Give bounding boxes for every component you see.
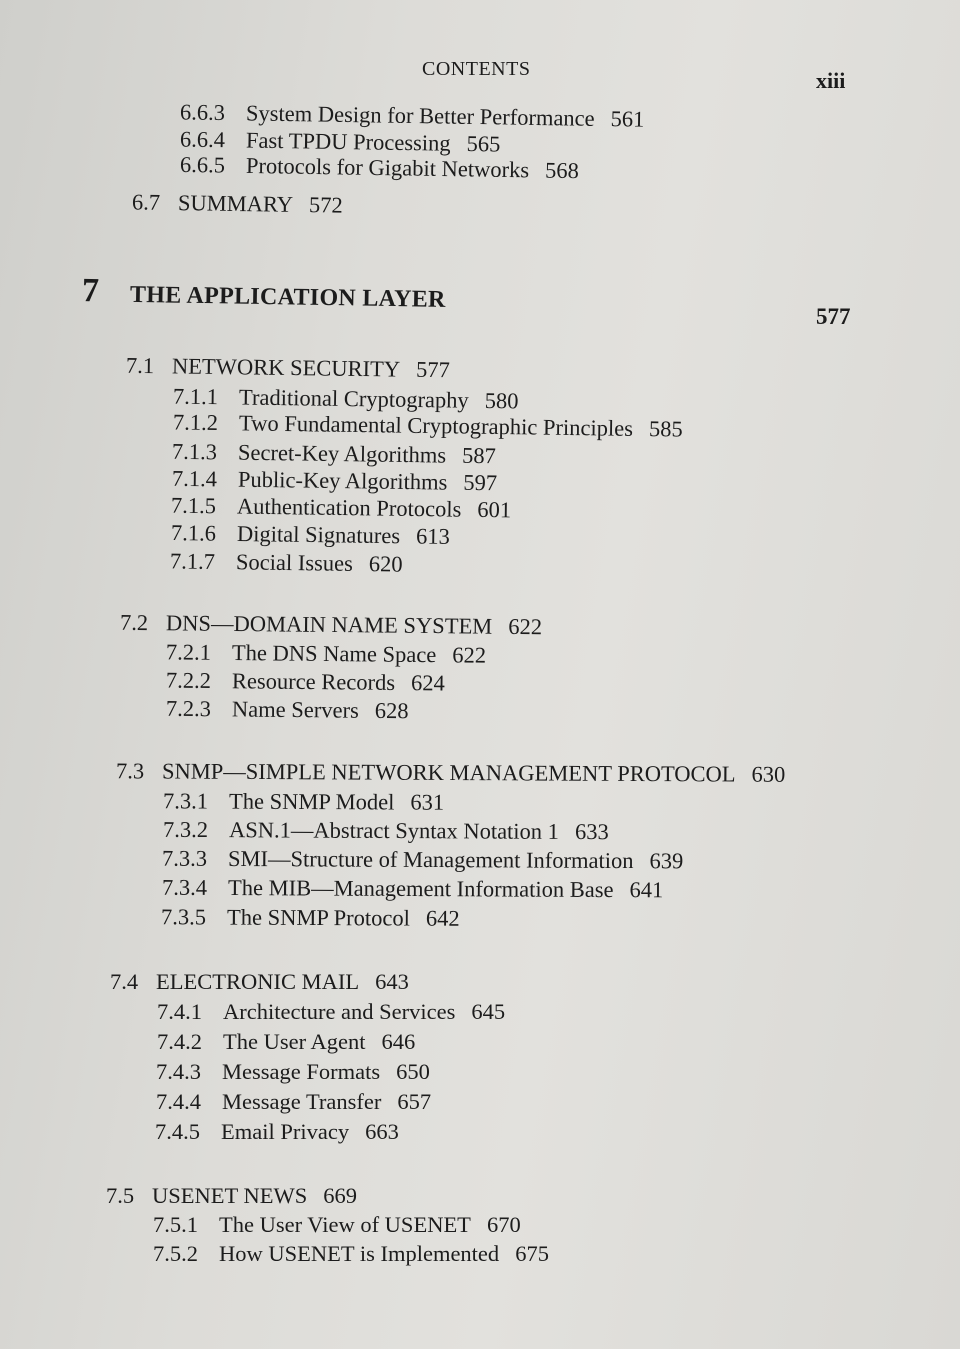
subsection-number: 7.2.2 (165, 667, 212, 694)
subsection-title: System Design for Better Performance (245, 100, 595, 131)
subsection-number: 7.3.2 (162, 816, 209, 843)
subsection-page: 565 (466, 130, 501, 157)
subsection-page: 675 (515, 1241, 549, 1266)
subsection-page: 633 (574, 818, 609, 845)
subsection-title: How USENET is Implemented (219, 1241, 500, 1266)
subsection-number: 7.3.3 (161, 845, 208, 871)
subsection-number: 7.1.7 (169, 548, 216, 575)
section-title: ELECTRONIC MAIL (156, 969, 360, 994)
subsection-title: Fast TPDU Processing (245, 127, 451, 156)
subsection-number: 6.6.5 (179, 151, 226, 178)
subsection-number: 7.1.6 (170, 520, 217, 546)
subsection-number: 7.4.3 (156, 1059, 201, 1084)
toc-subsection (153, 1241, 549, 1267)
toc-section (120, 610, 542, 640)
subsection-page: 587 (461, 442, 497, 469)
subsection-number: 7.1.2 (172, 409, 219, 436)
section-title: SUMMARY (177, 190, 294, 217)
subsection-title: Message Transfer (222, 1089, 382, 1114)
subsection-title: The User View of USENET (219, 1212, 471, 1237)
toc-subsection (163, 817, 609, 845)
subsection-page: 646 (381, 1029, 416, 1054)
toc-subsection (157, 999, 505, 1025)
subsection-title: Digital Signatures (236, 520, 401, 549)
subsection-page: 639 (649, 848, 684, 874)
toc-subsection (173, 409, 683, 442)
toc-section (116, 758, 785, 788)
chapter-page: 577 (816, 304, 851, 329)
section-number: 7.3 (115, 758, 145, 784)
toc-subsection (157, 1029, 415, 1055)
subsection-number: 7.2.1 (165, 639, 212, 665)
subsection-title: Traditional Cryptography (238, 384, 469, 413)
section-page: 577 (415, 356, 451, 383)
subsection-title: Authentication Protocols (236, 493, 462, 522)
subsection-title: ASN.1—Abstract Syntax Notation 1 (228, 817, 560, 844)
subsection-number: 7.3.5 (160, 904, 207, 930)
subsection-number: 7.1.4 (171, 465, 218, 492)
subsection-title: The SNMP Model (228, 788, 395, 815)
subsection-title: The User Agent (223, 1029, 366, 1054)
subsection-title: Message Formats (222, 1059, 381, 1084)
running-head: CONTENTS (422, 58, 531, 80)
toc-subsection (171, 520, 450, 550)
toc-section (132, 189, 343, 218)
toc-subsection (153, 1212, 521, 1238)
subsection-number: 7.2.3 (165, 695, 212, 722)
subsection-title: The SNMP Protocol (226, 904, 411, 931)
toc-subsection (172, 466, 497, 497)
toc-subsection (156, 1059, 430, 1085)
subsection-page: 601 (477, 496, 512, 523)
toc-subsection (171, 493, 511, 524)
chapter-heading (82, 272, 446, 316)
section-title: SNMP—SIMPLE NETWORK MANAGEMENT PROTOCOL (161, 758, 736, 787)
toc-subsection (162, 875, 663, 904)
subsection-title: Two Fundamental Cryptographic Principles (238, 410, 634, 441)
subsection-number: 7.5.1 (153, 1212, 198, 1237)
subsection-page: 670 (486, 1212, 521, 1237)
section-number: 7.4 (110, 969, 139, 994)
section-title: DNS—DOMAIN NAME SYSTEM (165, 610, 493, 639)
subsection-number: 7.1.5 (170, 492, 217, 519)
toc-subsection (170, 548, 403, 577)
subsection-number: 7.4.2 (157, 1029, 202, 1054)
toc-subsection (166, 639, 486, 668)
subsection-page: 624 (410, 670, 445, 696)
subsection-page: 631 (410, 789, 445, 815)
subsection-number: 7.4.4 (156, 1089, 201, 1114)
toc-section (110, 969, 409, 995)
subsection-title: The MIB—Management Information Base (227, 875, 614, 903)
subsection-page: 613 (415, 523, 451, 549)
toc-subsection (172, 439, 496, 470)
section-title: USENET NEWS (152, 1183, 308, 1208)
subsection-title: Protocols for Gigabit Networks (245, 152, 530, 183)
toc-subsection (180, 152, 579, 184)
toc-subsection (156, 1089, 431, 1115)
subsection-page: 561 (610, 106, 645, 132)
subsection-page: 597 (463, 469, 498, 496)
toc-section (106, 1183, 357, 1209)
subsection-number: 7.3.1 (162, 788, 209, 814)
subsection-page: 657 (397, 1089, 432, 1114)
subsection-number: 6.6.3 (179, 99, 226, 126)
subsection-page: 641 (629, 877, 664, 903)
subsection-page: 663 (365, 1119, 399, 1144)
subsection-number: 7.1.1 (172, 383, 219, 410)
section-number: 7.5 (106, 1183, 135, 1208)
section-page: 630 (751, 761, 786, 787)
section-page: 572 (308, 192, 343, 218)
toc-subsection (162, 846, 683, 875)
toc-subsection (166, 668, 445, 697)
subsection-number: 7.4.1 (157, 999, 202, 1024)
subsection-page: 568 (544, 157, 580, 184)
subsection-number: 6.6.4 (179, 126, 226, 153)
chapter-title: THE APPLICATION LAYER (129, 281, 446, 313)
subsection-number: 7.1.3 (171, 438, 218, 465)
subsection-page: 628 (374, 697, 409, 724)
toc-subsection (163, 788, 444, 815)
subsection-title: Secret-Key Algorithms (237, 439, 447, 468)
subsection-page: 642 (425, 905, 460, 931)
toc-subsection (166, 696, 409, 725)
subsection-number: 7.3.4 (161, 874, 208, 900)
subsection-page: 645 (471, 999, 506, 1024)
section-page: 622 (508, 613, 543, 640)
subsection-title: Architecture and Services (223, 999, 456, 1024)
subsection-title: Email Privacy (221, 1119, 350, 1144)
subsection-page: 620 (368, 551, 403, 577)
subsection-title: Name Servers (231, 696, 359, 723)
subsection-number: 7.4.5 (155, 1119, 200, 1144)
toc-subsection (161, 904, 460, 932)
subsection-title: SMI—Structure of Management Information (227, 845, 634, 874)
subsection-title: Social Issues (235, 549, 354, 576)
toc-section (126, 353, 450, 384)
page-number: xiii (816, 68, 846, 93)
toc-subsection (155, 1119, 399, 1145)
subsection-page: 650 (396, 1059, 430, 1084)
subsection-title: Public-Key Algorithms (237, 466, 448, 495)
subsection-page: 580 (484, 387, 519, 414)
section-page: 643 (375, 969, 409, 994)
section-title: NETWORK SECURITY (171, 353, 401, 382)
subsection-page: 585 (648, 416, 683, 442)
section-number: 7.1 (125, 352, 155, 379)
section-number: 6.7 (131, 189, 161, 215)
subsection-title: The DNS Name Space (231, 640, 437, 668)
chapter-number: 7 (81, 272, 100, 310)
section-page: 669 (323, 1183, 357, 1208)
subsection-title: Resource Records (231, 668, 396, 695)
subsection-number: 7.5.2 (153, 1241, 198, 1266)
section-number: 7.2 (119, 609, 149, 636)
subsection-page: 622 (452, 642, 487, 668)
